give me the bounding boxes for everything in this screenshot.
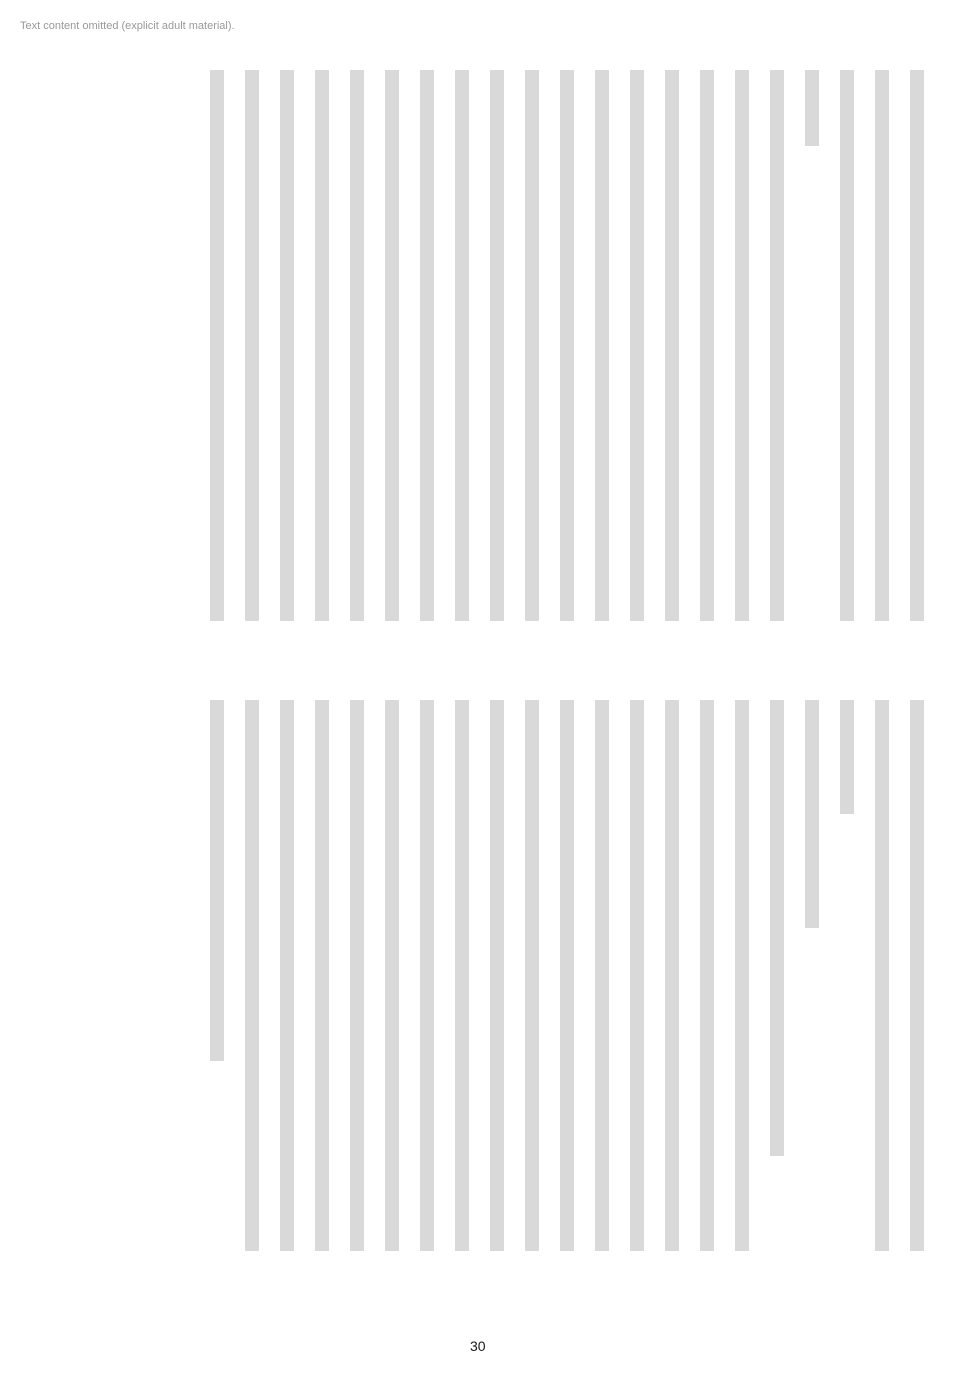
text-column [483, 70, 510, 650]
text-column [833, 700, 860, 1260]
text-column [693, 700, 720, 1260]
text-column [518, 70, 545, 650]
text-column [273, 70, 300, 650]
text-column [728, 700, 755, 1260]
text-column [728, 70, 755, 650]
text-column [203, 700, 230, 1260]
text-column [553, 70, 580, 650]
text-column [238, 700, 265, 1260]
text-column [798, 700, 825, 1260]
text-column [588, 700, 615, 1260]
text-column [693, 70, 720, 650]
text-column [203, 70, 230, 650]
text-column [308, 70, 335, 650]
text-column [623, 70, 650, 650]
text-column [868, 700, 895, 1260]
content-note: Text content omitted (explicit adult material). [20, 20, 235, 32]
text-column [518, 700, 545, 1260]
text-column [238, 70, 265, 650]
text-column [378, 700, 405, 1260]
text-column [833, 70, 860, 650]
bottom-text-block [130, 700, 930, 1260]
text-column [448, 700, 475, 1260]
text-column [763, 70, 790, 650]
text-column [903, 700, 930, 1260]
text-column [343, 700, 370, 1260]
text-column [378, 70, 405, 650]
top-text-block [130, 70, 930, 650]
text-column [798, 70, 825, 650]
text-column [588, 70, 615, 650]
text-column [553, 700, 580, 1260]
text-column [413, 70, 440, 650]
text-column [903, 70, 930, 650]
text-column [868, 70, 895, 650]
text-column [448, 70, 475, 650]
text-column [658, 70, 685, 650]
text-column [623, 700, 650, 1260]
text-column [763, 700, 790, 1260]
text-column [343, 70, 370, 650]
page-number: 30 [470, 1338, 486, 1354]
text-column [308, 700, 335, 1260]
text-column [658, 700, 685, 1260]
text-column [483, 700, 510, 1260]
text-column [413, 700, 440, 1260]
text-column [273, 700, 300, 1260]
